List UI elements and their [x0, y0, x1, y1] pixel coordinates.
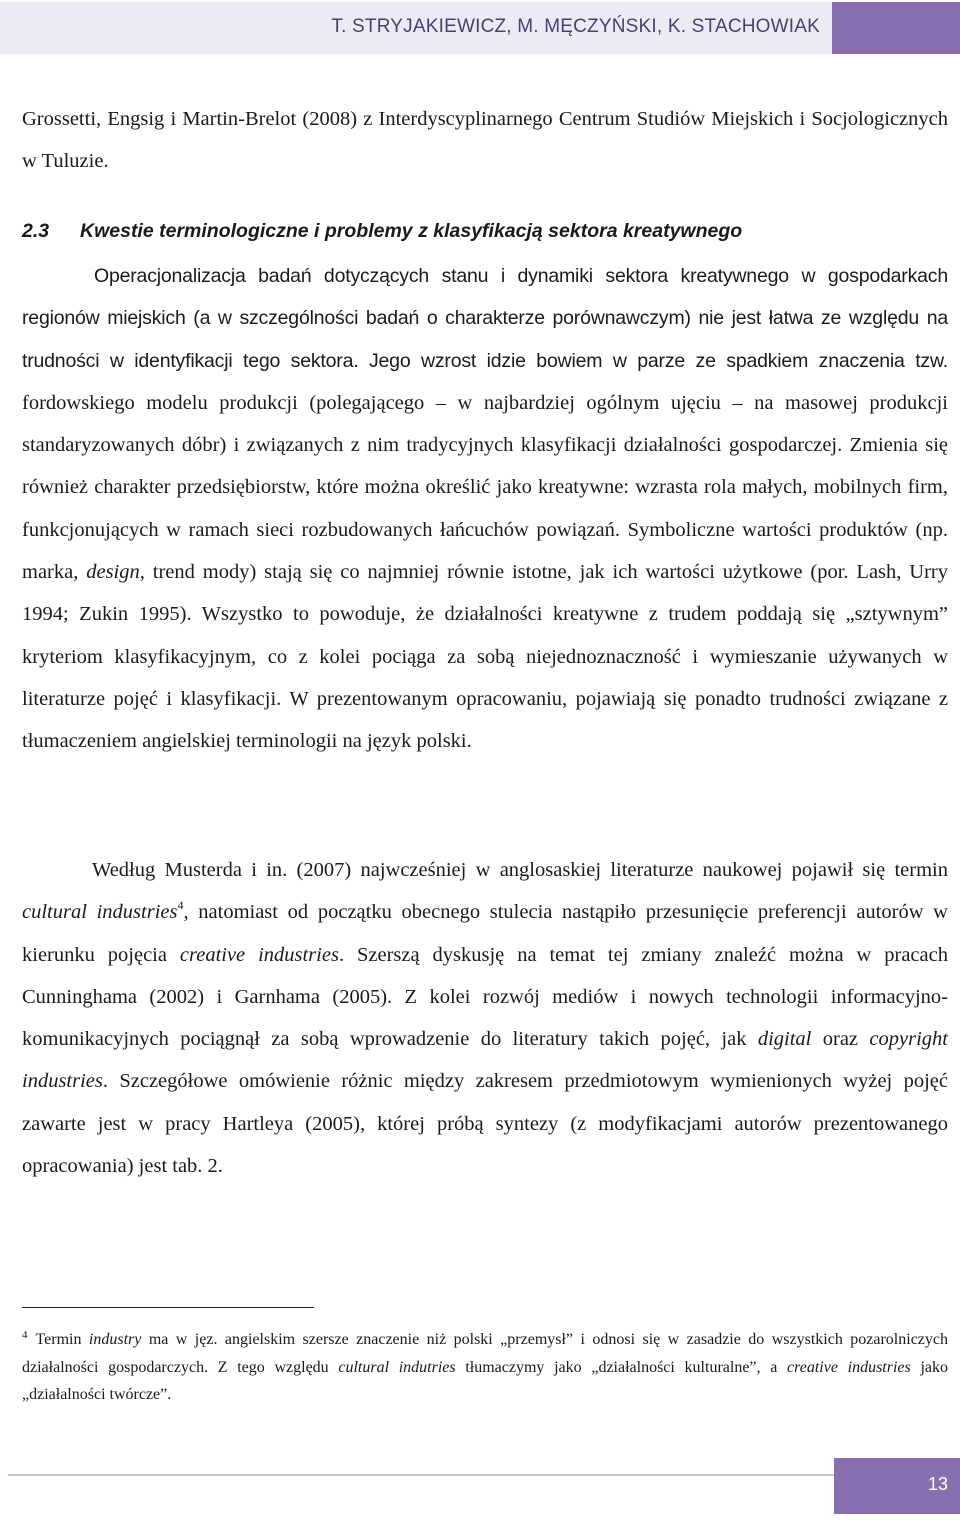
term-design: design — [86, 561, 140, 584]
page-number: 13 — [927, 1474, 948, 1494]
term-creative-industries: creative industries — [179, 943, 339, 966]
paragraph-2-text-5: . Szczegółowe omówienie różnic między zakresem przedmiotowym wymienionych wyżej pojęć zawarte jest w pracy Hartleya (2005), której próbą syntezy (z modyfikacjami autorów prezentowanego opracowania) jest tab. 2. — [22, 1070, 948, 1178]
header-accent-block — [832, 2, 960, 54]
paragraph-1 — [22, 255, 948, 763]
footer-divider — [8, 1474, 838, 1476]
continuation-paragraph: Grossetti, Engsig i Martin-Brelot (2008) z Interdyscyplinarnego Centrum Studiów Miejskich i Socjologicznych w Tuluzie. — [22, 108, 948, 173]
term-copyright-industries: copyright industries — [22, 1028, 948, 1093]
footnote-term-cultural-indutries: cultural indutries — [338, 1358, 456, 1376]
section-heading — [22, 216, 948, 246]
footnote — [22, 1322, 948, 1409]
footnote-text-3: tłumaczymy jako „działalności kulturalne”, a — [455, 1358, 788, 1376]
footnote-text-4: jako „działalności twórcze”. — [22, 1358, 949, 1404]
running-header-authors: T. STRYJAKIEWICZ, M. MĘCZYŃSKI, K. STACHOWIAK — [331, 16, 820, 37]
page-header — [0, 2, 960, 54]
paragraph-2-text-1: Według Musterda i in. (2007) najwcześniej w anglosaskiej literaturze naukowej pojawił się termin — [92, 859, 948, 881]
term-digital: digital — [757, 1028, 812, 1051]
paragraph-1-text-a: fordowskiego modelu produkcji (polegającego – w najbardziej ogólnym ujęciu – na masowej produkcji standaryzowanych dóbr) i związanych z nim tradycyjnych klasyfikacji działalności gospodarczej. Zmienia się również charakter przedsiębiorstw, które można określić jako kreatywne: wzrasta rola małych, mobilnych firm, funkcjonujących w ramach sieci rozbudowanych łańcuchów powiązań. Symboliczne wartości produktów (np. marka, — [22, 391, 948, 584]
section-number: 2.3 — [22, 220, 50, 242]
term-cultural-industries: cultural industries — [22, 901, 178, 924]
section-title: Kwestie terminologiczne i problemy z klasyfikacją sektora kreatywnego — [80, 220, 743, 242]
footnote-term-industry: industry — [88, 1331, 142, 1348]
footnote-text-1: Termin — [35, 1331, 89, 1348]
paragraph-2-text-4: oraz — [811, 1028, 870, 1051]
paragraph-2 — [22, 849, 948, 1187]
paragraph-2-text-2: , natomiast od początku obecnego stulecia nastąpiło przesunięcie preferencji autorów w kierunku pojęcia — [22, 901, 948, 966]
paragraph-1-text-b: , trend mody) stają się co najmniej równie istotne, jak ich wartości użytkowe (por. Lash, Urry 1994; Zukin 1995). Wszystko to powoduje, że działalności kreatywne z trudem poddają się „sztywnym” kryteriom klasyfikacyjnym, co z kolei pociąga za sobą niejednoznaczność i wymieszanie używanych w literaturze pojęć i klasyfikacji. W prezentowanym opracowaniu, pojawiają się ponadto trudności związane z tłumaczeniem angielskiej terminologii na język polski. — [22, 561, 948, 753]
paragraph-1-sans-text: Operacjonalizacja badań dotyczących stanu i dynamiki sektora kreatywnego w gospodarkach regionów miejskich (a w szczególności badań o charakterze porównawczym) nie jest łatwa ze względu na trudności w identyfikacji tego sektora. Jego wzrost idzie bowiem w parze ze spadkiem znaczenia tzw. — [22, 265, 948, 372]
footnote-reference[interactable]: 4 — [177, 898, 184, 913]
footer-page-box — [834, 1458, 960, 1514]
footnote-number: 4 — [22, 1329, 28, 1341]
footnote-text-2: ma w jęz. angielskim szersze znaczenie niż polski „przemysł” i odnosi się w zasadzie do wszystkich pozarolniczych działalności gospodarczych. Z tego względu — [22, 1331, 948, 1376]
footnote-term-creative-industries: creative industries — [787, 1358, 911, 1376]
footnote-separator — [22, 1307, 314, 1308]
paragraph-2-text-3: . Szerszą dyskusję na temat tej zmiany znaleźć można w pracach Cunninghama (2002) i Garnhama (2005). Z kolei rozwój mediów i nowych technologii informacyjno-komunikacyjnych pociągnął za sobą wprowadzenie do literatury takich pojęć, jak — [22, 943, 948, 1051]
